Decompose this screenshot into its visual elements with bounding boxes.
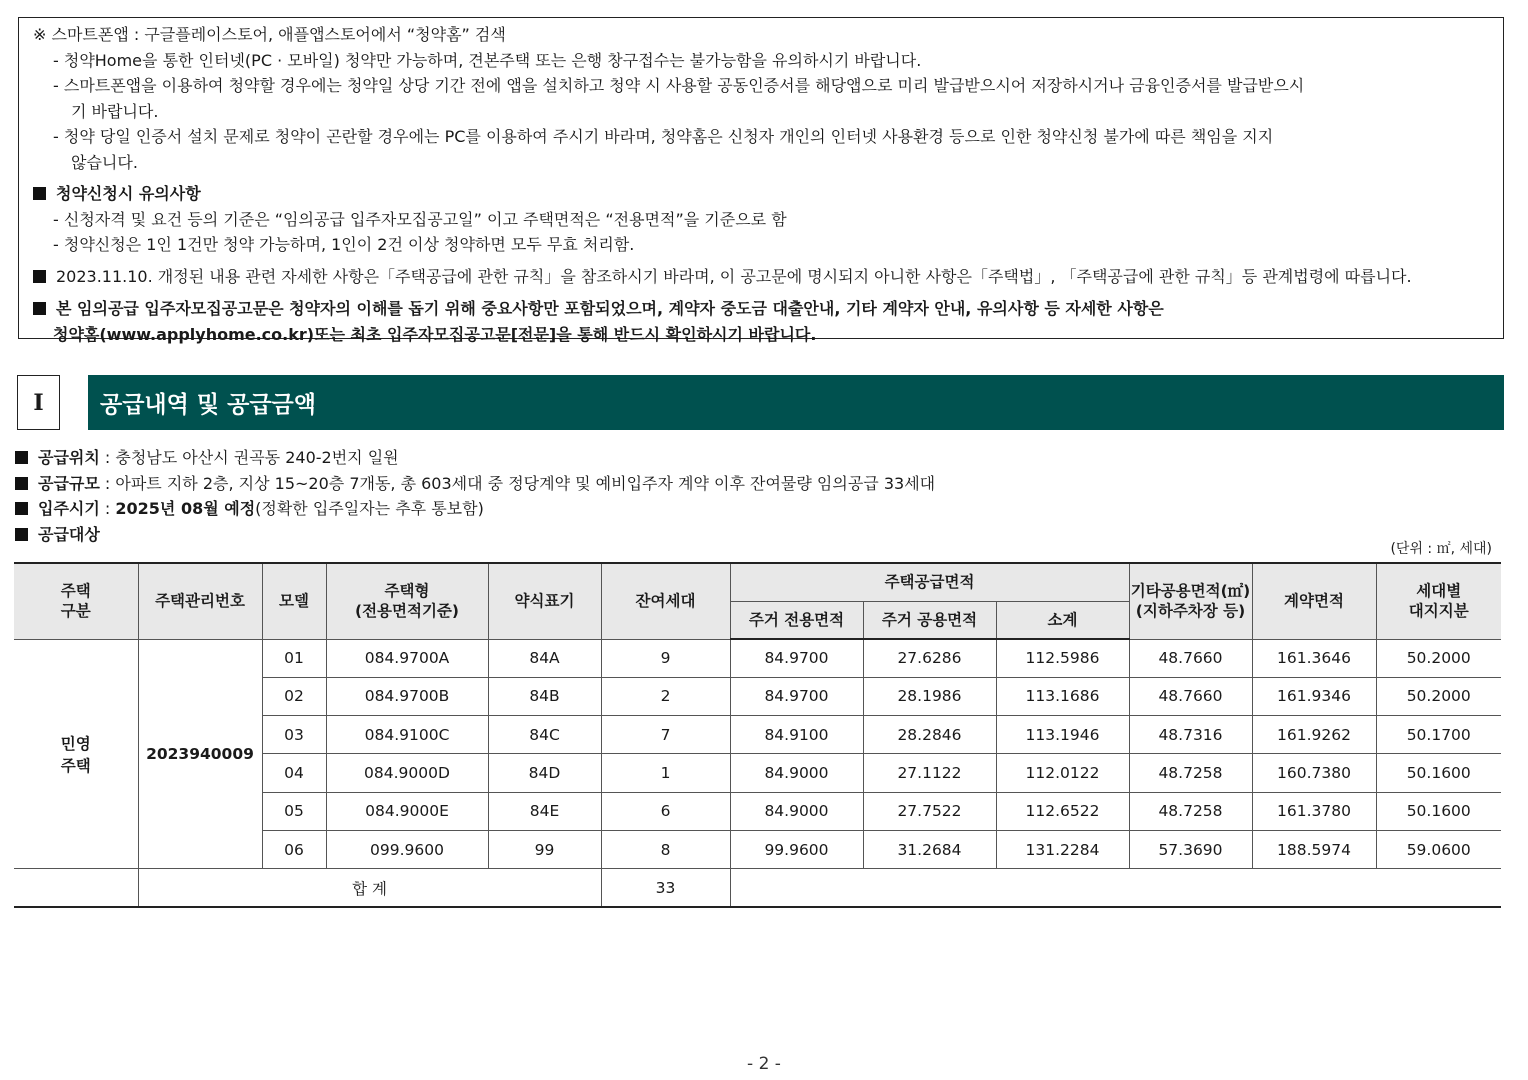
common-cell: 28.2846 [863, 716, 996, 754]
subtotal-cell: 113.1686 [996, 677, 1129, 715]
type-cell: 084.9700A [326, 639, 488, 677]
exclusive-cell: 84.9100 [730, 716, 863, 754]
header-house-type: 주택형 (전용면적기준) [326, 563, 488, 639]
page-number: - 2 - [747, 1054, 781, 1074]
type-cell: 084.9100C [326, 716, 488, 754]
common-cell: 27.7522 [863, 792, 996, 830]
land-share-cell: 50.1600 [1376, 792, 1501, 830]
total-label: 합 계 [138, 869, 601, 907]
exclusive-cell: 84.9000 [730, 754, 863, 792]
caution-bullet: - 신청자격 및 요건 등의 기준은 “임의공급 입주자모집공고일” 이고 주택면적은 “전용면적”을 기준으로 함 [53, 209, 787, 229]
remaining-cell: 1 [601, 754, 730, 792]
supply-scale: 공급규모 : 아파트 지하 2층, 지상 15~20층 7개동, 총 603세대 중 정당계약 및 예비입주자 계약 이후 잔여물량 임의공급 33세대 [15, 471, 935, 497]
abbr-cell: 84C [488, 716, 601, 754]
other-common-cell: 48.7258 [1129, 754, 1252, 792]
notice-bullet-cont: 않습니다. [71, 152, 138, 172]
mgmt-number-cell: 2023940009 [138, 639, 262, 869]
header-model: 모델 [262, 563, 326, 639]
total-empty-cell [730, 869, 1501, 907]
model-cell: 06 [262, 830, 326, 868]
type-cell: 084.9700B [326, 677, 488, 715]
supply-location: 공급위치 : 충청남도 아산시 권곡동 240-2번지 일원 [15, 445, 935, 471]
abbr-cell: 84E [488, 792, 601, 830]
other-common-cell: 48.7660 [1129, 677, 1252, 715]
other-common-cell: 48.7258 [1129, 792, 1252, 830]
model-cell: 05 [262, 792, 326, 830]
contract-cell: 161.9346 [1252, 677, 1376, 715]
abbr-cell: 84B [488, 677, 601, 715]
type-cell: 084.9000E [326, 792, 488, 830]
subtotal-cell: 112.0122 [996, 754, 1129, 792]
final-notice: 본 임의공급 입주자모집공고문은 청약자의 이해를 돕기 위해 중요사항만 포함되었으며, 계약자 중도금 대출안내, 기타 계약자 안내, 유의사항 등 자세한 사항은 [33, 296, 1489, 322]
exclusive-cell: 99.9600 [730, 830, 863, 868]
contract-cell: 161.3646 [1252, 639, 1376, 677]
exclusive-cell: 84.9700 [730, 639, 863, 677]
subtotal-cell: 112.6522 [996, 792, 1129, 830]
remaining-cell: 9 [601, 639, 730, 677]
notice-bullet: - 청약Home을 통한 인터넷(PC · 모바일) 청약만 가능하며, 견본주택 또는 은행 창구접수는 불가능함을 유의하시기 바랍니다. [53, 50, 922, 70]
move-in-period: 입주시기 : 2025년 08월 예정(정확한 입주일자는 추후 통보함) [15, 496, 935, 522]
land-share-cell: 50.2000 [1376, 639, 1501, 677]
abbr-cell: 99 [488, 830, 601, 868]
notice-bullet: - 청약 당일 인증서 설치 문제로 청약이 곤란할 경우에는 PC를 이용하여 주시기 바라며, 청약홈은 신청자 개인의 인터넷 사용환경 등으로 인한 청약신청 불가에 따른 책임을 지지 [53, 127, 1274, 146]
subtotal-cell: 113.1946 [996, 716, 1129, 754]
rule-line: 2023.11.10. 개정된 내용 관련 자세한 사항은「주택공급에 관한 규칙」을 참조하시기 바라며, 이 공고문에 명시되지 아니한 사항은「주택법」, 「주택공급에 관한 규칙」등 관계법령에 따릅니다. [33, 264, 1489, 290]
total-row [14, 869, 1501, 907]
other-common-cell: 57.3690 [1129, 830, 1252, 868]
abbr-cell: 84A [488, 639, 601, 677]
remaining-cell: 2 [601, 677, 730, 715]
common-cell: 27.1122 [863, 754, 996, 792]
total-blank-cell [14, 869, 138, 907]
unit-note: (단위 : ㎡, 세대) [1390, 541, 1492, 557]
model-cell: 01 [262, 639, 326, 677]
square-bullet-icon [15, 528, 28, 541]
model-cell: 03 [262, 716, 326, 754]
contract-cell: 161.9262 [1252, 716, 1376, 754]
table-row [14, 639, 1501, 677]
remaining-cell: 7 [601, 716, 730, 754]
model-cell: 02 [262, 677, 326, 715]
remaining-cell: 6 [601, 792, 730, 830]
header-common-area: 주거 공용면적 [863, 601, 996, 639]
common-cell: 27.6286 [863, 639, 996, 677]
exclusive-cell: 84.9700 [730, 677, 863, 715]
header-supply-area: 주택공급면적 [730, 563, 1129, 601]
total-value: 33 [601, 869, 730, 907]
other-common-cell: 48.7660 [1129, 639, 1252, 677]
header-other-common: 기타공용면적(㎡) (지하주차장 등) [1129, 563, 1252, 639]
model-cell: 04 [262, 754, 326, 792]
notice-box [18, 17, 1504, 344]
square-bullet-icon [33, 187, 46, 200]
notice-bullet-cont: 기 바랍니다. [71, 101, 159, 121]
square-bullet-icon [33, 270, 46, 283]
contract-cell: 188.5974 [1252, 830, 1376, 868]
notice-bullet: - 스마트폰앱을 이용하여 청약할 경우에는 청약일 상당 기간 전에 앱을 설치하고 청약 시 사용할 공동인증서를 해당앱으로 미리 발급받으시어 저장하시거나 금융인증서를 발급받으시 [53, 76, 1305, 95]
header-abbr: 약식표기 [488, 563, 601, 639]
common-cell: 31.2684 [863, 830, 996, 868]
land-share-cell: 50.1600 [1376, 754, 1501, 792]
subtotal-cell: 131.2284 [996, 830, 1129, 868]
common-cell: 28.1986 [863, 677, 996, 715]
square-bullet-icon [15, 451, 28, 464]
other-common-cell: 48.7316 [1129, 716, 1252, 754]
header-house-category: 주택 구분 [14, 563, 138, 639]
contract-cell: 161.3780 [1252, 792, 1376, 830]
subtotal-cell: 112.5986 [996, 639, 1129, 677]
category-cell: 민영 주택 [14, 639, 138, 869]
square-bullet-icon [15, 477, 28, 490]
exclusive-cell: 84.9000 [730, 792, 863, 830]
land-share-cell: 50.1700 [1376, 716, 1501, 754]
type-cell: 099.9600 [326, 830, 488, 868]
caution-heading: 청약신청시 유의사항 [33, 181, 1489, 207]
supply-info [15, 445, 935, 547]
remaining-cell: 8 [601, 830, 730, 868]
contract-cell: 160.7380 [1252, 754, 1376, 792]
supply-table [14, 562, 1501, 908]
abbr-cell: 84D [488, 754, 601, 792]
header-subtotal: 소계 [996, 601, 1129, 639]
header-land-share: 세대별 대지지분 [1376, 563, 1501, 639]
header-contract-area: 계약면적 [1252, 563, 1376, 639]
land-share-cell: 50.2000 [1376, 677, 1501, 715]
square-bullet-icon [33, 302, 46, 315]
supply-target: 공급대상 [15, 522, 935, 548]
type-cell: 084.9000D [326, 754, 488, 792]
caution-bullet: - 청약신청은 1인 1건만 청약 가능하며, 1인이 2건 이상 청약하면 모두 무효 처리함. [53, 235, 635, 254]
header-remaining: 잔여세대 [601, 563, 730, 639]
section-number: I [17, 375, 60, 430]
final-notice-cont: 청약홈(www.applyhome.co.kr)또는 최초 입주자모집공고문[전문]을 통해 반드시 확인하시기 바랍니다. [53, 324, 817, 344]
header-mgmt-number: 주택관리번호 [138, 563, 262, 639]
header-exclusive-area: 주거 전용면적 [730, 601, 863, 639]
smartphone-line: ※ 스마트폰앱 : 구글플레이스토어, 애플앱스토어에서 “청약홈” 검색 [33, 25, 506, 44]
section-title: 공급내역 및 공급금액 [88, 375, 1504, 430]
land-share-cell: 59.0600 [1376, 830, 1501, 868]
square-bullet-icon [15, 502, 28, 515]
